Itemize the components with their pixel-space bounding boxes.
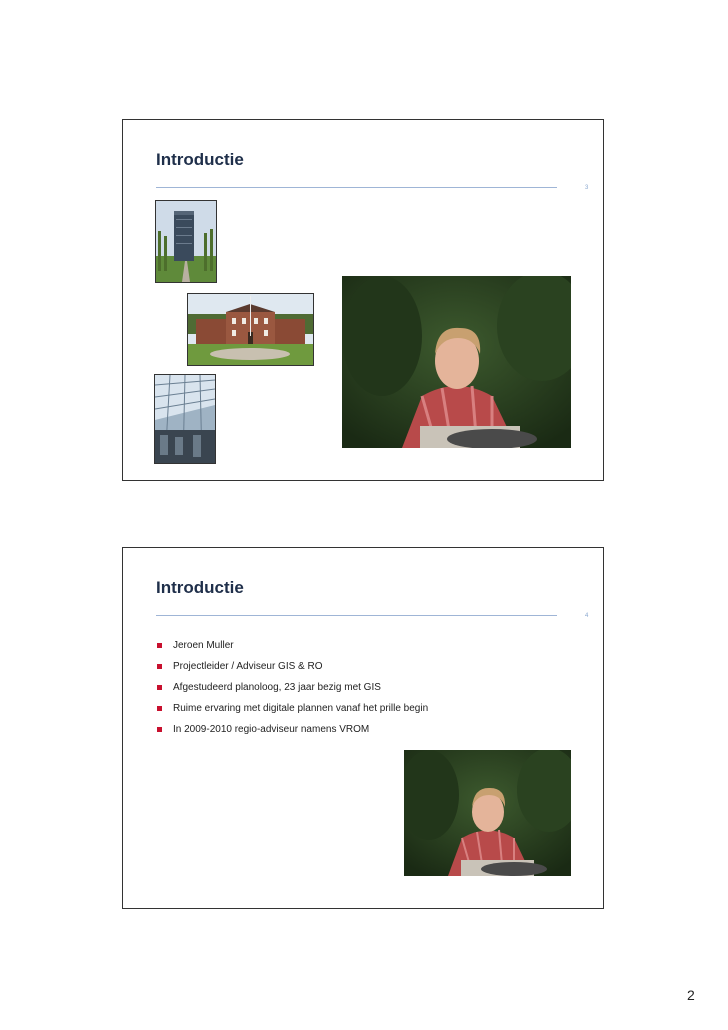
bullet-item: Jeroen Muller	[156, 640, 428, 661]
slide-number: 3	[585, 185, 589, 191]
bullet-item: Afgestudeerd planoloog, 23 jaar bezig met GIS	[156, 682, 428, 703]
slide-title: Introductie	[156, 578, 244, 597]
glass-atrium-photo	[154, 374, 216, 464]
office-tower-photo	[155, 200, 217, 283]
bullet-item: Projectleider / Adviseur GIS & RO	[156, 661, 428, 682]
title-divider	[156, 615, 557, 616]
title-divider	[156, 187, 557, 188]
slide-number: 4	[585, 613, 589, 619]
bullet-list	[156, 640, 428, 745]
slide-3	[122, 119, 604, 481]
bullet-item: Ruime ervaring met digitale plannen vanaf het prille begin	[156, 703, 428, 724]
portrait-photo	[404, 750, 571, 876]
slide-title: Introductie	[156, 150, 244, 169]
country-estate-photo	[187, 293, 314, 366]
portrait-photo	[342, 276, 571, 448]
slide-4	[122, 547, 604, 909]
bullet-item: In 2009-2010 regio-adviseur namens VROM	[156, 724, 428, 745]
page-number: 2	[687, 987, 695, 1003]
